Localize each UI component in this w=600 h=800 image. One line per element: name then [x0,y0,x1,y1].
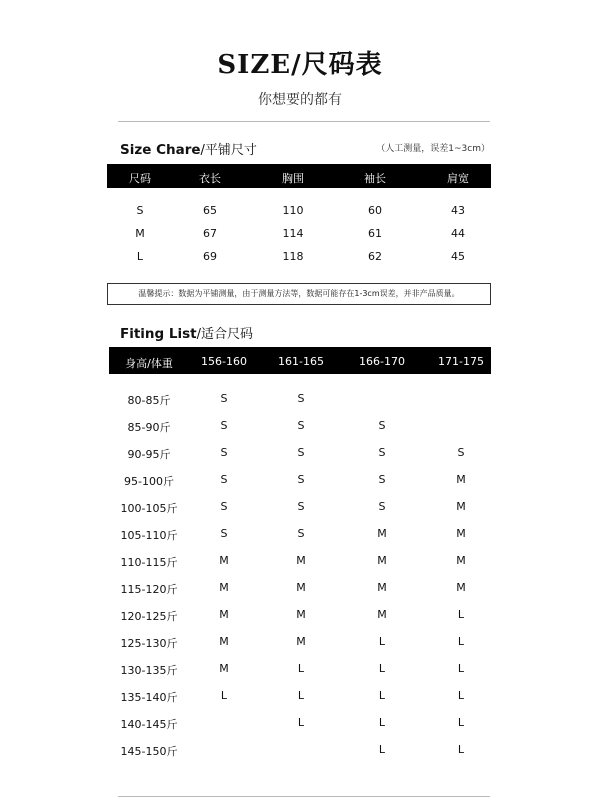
fit-size-cell: M [377,608,387,621]
fit-size-cell: S [378,500,386,513]
fit-size-cell: L [220,689,228,702]
fit-size-cell: L [378,716,386,729]
fit-size-cell: L [457,662,465,675]
size-cell: 60 [368,204,382,217]
fit-size-cell: S [220,500,228,513]
size-chart-note: （人工测量，误差1~3cm） [376,144,490,154]
fit-size-cell: M [456,473,466,486]
fit-size-cell: L [378,662,386,675]
fit-size-cell: M [296,635,306,648]
fit-weight-cell: 90-95斤 [127,448,171,461]
fit-size-cell: M [296,608,306,621]
divider-top [118,121,490,122]
fit-size-cell: S [297,527,305,540]
fitting-list-title [120,323,253,342]
fit-weight-cell: 145-150斤 [120,745,178,758]
size-cell: 45 [451,250,465,263]
fit-size-cell: L [297,716,305,729]
fit-size-cell: L [378,689,386,702]
fit-size-cell: L [297,689,305,702]
size-header-cell: 肩宽 [447,172,469,185]
fit-size-cell: S [297,419,305,432]
fit-size-cell: S [220,419,228,432]
size-chart-header-bar [107,164,491,188]
fit-size-cell: M [377,581,387,594]
fit-size-cell: S [457,446,465,459]
size-header-cell: 袖长 [364,172,386,185]
fit-header-cell: 161-165 [278,355,324,368]
fit-size-cell: S [297,446,305,459]
fit-weight-cell: 85-90斤 [127,421,171,434]
fit-size-cell: S [220,446,228,459]
size-cell: M [135,227,145,240]
fit-size-cell: M [296,554,306,567]
fit-size-cell: L [457,608,465,621]
size-header-cell: 尺码 [129,172,151,185]
fit-weight-cell: 95-100斤 [124,475,174,488]
fit-size-cell: L [457,716,465,729]
fit-header-cell: 身高/体重 [125,357,173,370]
size-chart-title [120,139,257,158]
fit-weight-cell: 115-120斤 [120,583,178,596]
fit-size-cell: S [378,473,386,486]
fit-size-cell: L [457,689,465,702]
fit-weight-cell: 135-140斤 [120,691,178,704]
size-cell: 67 [203,227,217,240]
fit-header-cell: 171-175 [438,355,484,368]
fit-size-cell: M [219,662,229,675]
fit-size-cell: M [219,581,229,594]
fit-size-cell: S [297,500,305,513]
fit-size-cell: L [457,635,465,648]
fit-size-cell: M [456,554,466,567]
fit-size-cell: M [219,635,229,648]
fit-size-cell: S [220,527,228,540]
fit-size-cell: M [219,554,229,567]
fit-size-cell: L [378,743,386,756]
fitting-list-title-rest: /适合尺码 [196,327,254,342]
divider-bottom [118,796,490,797]
fit-size-cell: M [377,527,387,540]
fit-weight-cell: 80-85斤 [127,394,171,407]
size-cell: 69 [203,250,217,263]
size-cell: 62 [368,250,382,263]
fit-size-cell: S [297,473,305,486]
fit-weight-cell: 120-125斤 [120,610,178,623]
size-header-cell: 胸围 [282,172,304,185]
fit-size-cell: M [219,608,229,621]
fit-weight-cell: 130-135斤 [120,664,178,677]
fit-size-cell: S [297,392,305,405]
fit-weight-cell: 100-105斤 [120,502,178,515]
fit-size-cell: M [456,527,466,540]
size-header-cell: 衣长 [199,172,221,185]
fit-size-cell: S [378,446,386,459]
fit-size-cell: M [456,500,466,513]
page-subtitle: 你想要的都有 [258,92,342,108]
fit-size-cell: S [220,473,228,486]
size-cell: 61 [368,227,382,240]
fit-size-cell: L [457,743,465,756]
fit-size-cell: M [296,581,306,594]
size-cell: L [136,250,144,263]
size-cell: 43 [451,204,465,217]
fit-size-cell: M [377,554,387,567]
fitting-list-header-bar [109,347,491,374]
size-chart-tip: 温馨提示：数据为平铺测量，由于测量方法等，数据可能存在1-3cm误差，并非产品质量。 [107,283,491,305]
fit-weight-cell: 125-130斤 [120,637,178,650]
size-chart-title-bold: Size Chare [120,142,201,158]
fitting-list-title-bold: Fiting List [120,326,197,342]
fit-weight-cell: 110-115斤 [120,556,178,569]
fit-size-cell: S [378,419,386,432]
fit-header-cell: 156-160 [201,355,247,368]
size-cell: 114 [282,227,304,240]
fit-header-cell: 166-170 [359,355,405,368]
fit-weight-cell: 105-110斤 [120,529,178,542]
fit-weight-cell: 140-145斤 [120,718,178,731]
size-cell: 110 [282,204,304,217]
page-title: SIZE/尺码表 [217,50,383,80]
fit-size-cell: M [456,581,466,594]
size-cell: S [136,204,144,217]
size-cell: 65 [203,204,217,217]
size-cell: 44 [451,227,465,240]
size-chart-title-rest: /平铺尺寸 [200,143,257,158]
fit-size-cell: S [220,392,228,405]
fit-size-cell: L [378,635,386,648]
size-cell: 118 [282,250,304,263]
fit-size-cell: L [297,662,305,675]
